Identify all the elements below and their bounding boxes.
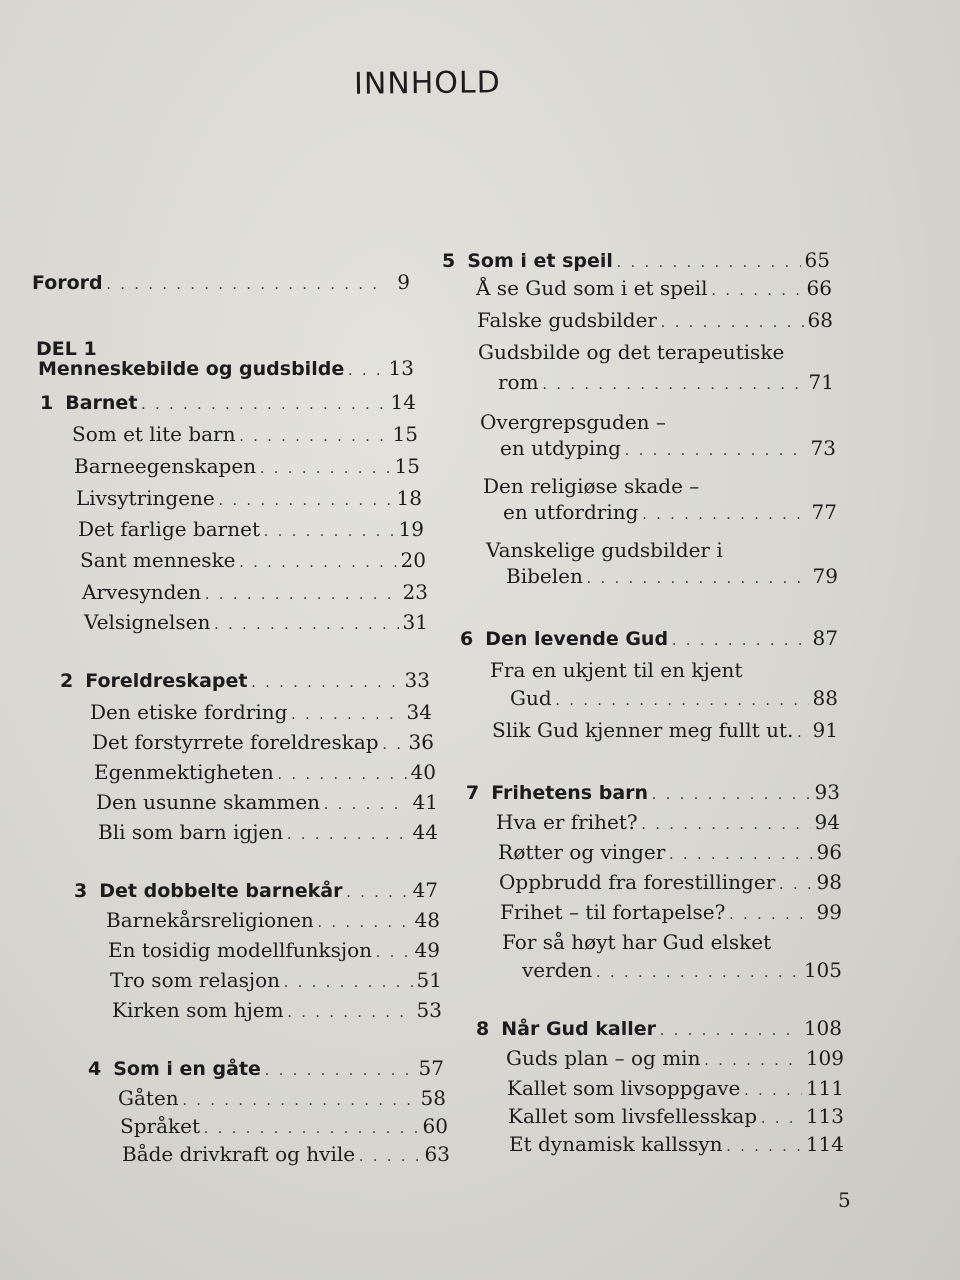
toc-entry-label: Språket — [120, 1114, 200, 1138]
toc-page-number: 93 — [814, 780, 840, 804]
toc-chapter-7[interactable] — [466, 780, 840, 804]
leader-dots — [383, 736, 405, 754]
toc-entry-label: Oppbrudd fra forestillinger — [499, 870, 776, 894]
toc-entry-part-title[interactable] — [38, 356, 414, 380]
toc-page-number: 53 — [416, 998, 442, 1022]
toc-page-number: 20 — [400, 548, 426, 572]
toc-section[interactable] — [477, 308, 833, 332]
toc-page-number: 49 — [414, 938, 440, 962]
toc-chapter-6[interactable] — [460, 626, 838, 650]
toc-page-number: 98 — [816, 870, 842, 894]
toc-page-number: 23 — [402, 580, 428, 604]
toc-page-number: 33 — [404, 668, 430, 692]
toc-entry-label: Hva er frihet? — [496, 810, 638, 834]
toc-page-number: 77 — [811, 500, 837, 524]
leader-dots — [797, 724, 808, 742]
chapter-number: 8 — [476, 1018, 490, 1040]
toc-page-number: 79 — [812, 564, 838, 588]
toc-entry-label: Kallet som livsfellesskap — [508, 1104, 758, 1128]
leader-dots — [642, 816, 811, 834]
toc-page-number: 40 — [410, 760, 436, 784]
toc-section[interactable] — [118, 1086, 446, 1110]
toc-entry-label: Slik Gud kjenner meg fullt ut. — [492, 718, 794, 742]
toc-page-number: 73 — [810, 436, 836, 460]
leader-dots — [652, 786, 811, 804]
toc-section[interactable] — [500, 900, 842, 924]
leader-dots — [278, 766, 407, 784]
toc-entry-label: Røtter og vinger — [498, 840, 666, 864]
toc-entry-label: Arvesynden — [82, 580, 202, 604]
toc-page-number: 113 — [805, 1104, 844, 1128]
toc-entry-label: Gåten — [118, 1086, 179, 1110]
toc-entry-label: Menneskebilde og gudsbilde — [38, 358, 345, 380]
leader-dots — [205, 586, 398, 604]
leader-dots — [287, 826, 408, 844]
toc-entry-label: Sant menneske — [80, 548, 236, 572]
toc-page-number: 88 — [812, 686, 838, 710]
toc-page-number: 63 — [424, 1142, 450, 1166]
toc-entry-label: Velsignelsen — [84, 610, 211, 634]
toc-page-number: 19 — [398, 517, 424, 541]
toc-section[interactable] — [500, 436, 836, 460]
toc-section-line: Den religiøse skade – — [483, 474, 700, 498]
toc-entry-label: Barnet — [65, 392, 138, 414]
toc-entry-label: Egenmektigheten — [94, 760, 274, 784]
toc-section[interactable] — [110, 968, 442, 992]
toc-page-number: 91 — [812, 718, 838, 742]
toc-page-number: 48 — [414, 908, 440, 932]
toc-entry-label: en utfordring — [503, 500, 639, 524]
leader-dots — [346, 884, 408, 902]
toc-entry-label: Barnekårsreligionen — [106, 908, 314, 932]
toc-entry-label: Foreldreskapet — [85, 670, 248, 692]
toc-section[interactable] — [522, 958, 842, 982]
leader-dots — [141, 396, 386, 414]
toc-section[interactable] — [90, 700, 432, 724]
toc-entry-label: Å se Gud som i et speil — [476, 276, 708, 300]
leader-dots — [107, 276, 382, 294]
toc-page-number: 109 — [805, 1046, 844, 1070]
toc-page-number: 111 — [805, 1076, 844, 1100]
toc-entry-label: En tosidig modellfunksjon — [108, 938, 373, 962]
toc-section[interactable] — [496, 810, 840, 834]
leader-dots — [376, 944, 411, 962]
toc-entry-label: Det forstyrrete foreldreskap — [92, 730, 379, 754]
leader-dots — [727, 1138, 802, 1156]
toc-section[interactable] — [78, 517, 424, 541]
toc-section[interactable] — [506, 564, 838, 588]
toc-page-number: 31 — [402, 610, 428, 634]
toc-section[interactable] — [72, 422, 418, 446]
leader-dots — [729, 906, 812, 924]
chapter-number: 6 — [460, 628, 474, 650]
toc-page-number: 57 — [418, 1056, 444, 1080]
leader-dots — [587, 570, 809, 588]
leader-dots — [240, 554, 397, 572]
toc-section-line: Gudsbilde og det terapeutiske — [478, 340, 785, 364]
toc-page-number: 87 — [812, 626, 838, 650]
leader-dots — [642, 506, 807, 524]
toc-entry-label: Frihet – til fortapelse? — [500, 900, 726, 924]
toc-entry-label: Som et lite barn — [72, 422, 236, 446]
toc-page-number: 36 — [408, 730, 434, 754]
leader-dots — [260, 460, 390, 478]
toc-page-number: 9 — [397, 270, 410, 294]
toc-section[interactable] — [507, 1076, 844, 1100]
toc-entry-label: Den levende Gud — [485, 628, 669, 650]
leader-dots — [265, 1062, 415, 1080]
leader-dots — [625, 442, 807, 460]
leader-dots — [359, 1148, 420, 1166]
toc-section[interactable] — [106, 908, 440, 932]
toc-page-number: 114 — [805, 1132, 844, 1156]
toc-entry-label: Den etiske fordring — [90, 700, 288, 724]
toc-section[interactable] — [92, 730, 434, 754]
leader-dots — [761, 1110, 802, 1128]
chapter-number: 7 — [466, 782, 480, 804]
toc-entry-label: verden — [522, 958, 593, 982]
leader-dots — [288, 1004, 413, 1022]
toc-section[interactable] — [503, 500, 837, 524]
leader-dots — [240, 428, 389, 446]
toc-entry-label: Som i en gåte — [113, 1058, 261, 1080]
page-number: 5 — [838, 1188, 851, 1212]
toc-entry-label: Barneegenskapen — [74, 454, 257, 478]
toc-entry-label: Når Gud kaller — [501, 1018, 657, 1040]
leader-dots — [214, 616, 398, 634]
toc-entry-label: Tro som relasjon — [110, 968, 281, 992]
leader-dots — [660, 1022, 800, 1040]
toc-section[interactable] — [120, 1114, 448, 1138]
toc-page-number: 60 — [422, 1114, 448, 1138]
toc-section[interactable] — [82, 580, 428, 604]
toc-entry-label: Den usunne skammen — [96, 790, 321, 814]
leader-dots — [672, 632, 808, 650]
toc-page-number: 15 — [394, 454, 420, 478]
toc-section[interactable] — [74, 454, 420, 478]
toc-section-line: For så høyt har Gud elsket — [502, 930, 772, 954]
toc-section[interactable] — [76, 486, 422, 510]
toc-page-number: 96 — [816, 840, 842, 864]
toc-entry-label: Livsytringene — [76, 486, 215, 510]
leader-dots — [596, 964, 800, 982]
toc-page-number: 15 — [392, 422, 418, 446]
toc-page-number: 58 — [420, 1086, 446, 1110]
toc-section[interactable] — [506, 1046, 844, 1070]
toc-section[interactable] — [498, 840, 842, 864]
toc-section-line: Overgrepsguden – — [480, 410, 666, 434]
toc-section[interactable] — [94, 760, 436, 784]
toc-section[interactable] — [508, 1104, 844, 1128]
toc-chapter-2[interactable] — [60, 668, 430, 692]
toc-section-line: Fra en ukjent til en kjent — [490, 658, 743, 682]
toc-section[interactable] — [476, 276, 832, 300]
toc-entry-forord[interactable] — [32, 270, 410, 294]
toc-page-number: 71 — [808, 370, 834, 394]
toc-entry-label: Det farlige barnet — [78, 517, 260, 541]
leader-dots — [264, 523, 395, 541]
leader-dots — [291, 706, 402, 724]
toc-section[interactable] — [80, 548, 426, 572]
chapter-number: 2 — [60, 670, 74, 692]
toc-section-line: Vanskelige gudsbilder i — [486, 538, 723, 562]
toc-section[interactable] — [112, 998, 442, 1022]
toc-section[interactable] — [98, 820, 438, 844]
toc-page-number: 99 — [816, 900, 842, 924]
toc-page-number: 51 — [416, 968, 442, 992]
toc-page-number: 68 — [807, 308, 833, 332]
toc-entry-label: en utdyping — [500, 436, 621, 460]
toc-section[interactable] — [509, 1132, 844, 1156]
leader-dots — [712, 282, 803, 300]
toc-section[interactable] — [122, 1142, 450, 1166]
toc-section[interactable] — [499, 870, 842, 894]
toc-section[interactable] — [498, 370, 834, 394]
toc-chapter-5[interactable] — [442, 248, 830, 272]
leader-dots — [704, 1052, 801, 1070]
toc-chapter-8[interactable] — [476, 1016, 842, 1040]
chapter-number: 5 — [442, 250, 456, 272]
toc-entry-label: Bibelen — [506, 564, 583, 588]
toc-entry-label: Det dobbelte barnekår — [99, 880, 343, 902]
leader-dots — [661, 314, 804, 332]
toc-section[interactable] — [510, 686, 838, 710]
toc-page-number: 65 — [804, 248, 830, 272]
toc-page-number: 108 — [803, 1016, 842, 1040]
toc-entry-label: rom — [498, 370, 539, 394]
toc-section[interactable] — [492, 718, 838, 742]
leader-dots — [779, 876, 812, 894]
leader-dots — [348, 362, 384, 380]
leader-dots — [318, 914, 411, 932]
chapter-number: 1 — [40, 392, 54, 414]
toc-page-number: 47 — [412, 878, 438, 902]
toc-entry-label: Kallet som livsoppgave — [507, 1076, 741, 1100]
leader-dots — [284, 974, 413, 992]
toc-entry-label: Et dynamisk kallssyn — [509, 1132, 723, 1156]
leader-dots — [219, 492, 393, 510]
toc-entry-label: Frihetens barn — [491, 782, 649, 804]
leader-dots — [204, 1120, 419, 1138]
toc-page-number: 105 — [803, 958, 842, 982]
toc-chapter-1[interactable] — [40, 390, 416, 414]
leader-dots — [251, 674, 400, 692]
page-title: INNHOLD — [353, 65, 501, 102]
toc-entry-label: Både drivkraft og hvile — [122, 1142, 356, 1166]
toc-entry-label: Som i et speil — [467, 250, 613, 272]
toc-entry-label: Forord — [32, 272, 103, 294]
toc-page-number: 44 — [412, 820, 438, 844]
leader-dots — [543, 376, 805, 394]
leader-dots — [324, 796, 409, 814]
toc-page-number: 18 — [396, 486, 422, 510]
toc-page-number: 14 — [390, 390, 416, 414]
chapter-number: 4 — [88, 1058, 102, 1080]
toc-section[interactable] — [84, 610, 428, 634]
leader-dots — [669, 846, 812, 864]
leader-dots — [183, 1092, 417, 1110]
toc-entry-label: Gud — [510, 686, 552, 710]
toc-chapter-3[interactable] — [74, 878, 438, 902]
toc-entry-label: Guds plan – og min — [506, 1046, 701, 1070]
part-label: DEL 1 — [36, 338, 97, 360]
toc-page-number: 34 — [406, 700, 432, 724]
leader-dots — [744, 1082, 801, 1100]
toc-entry-label: Kirken som hjem — [112, 998, 284, 1022]
toc-section[interactable] — [96, 790, 438, 814]
leader-dots — [617, 254, 801, 272]
leader-dots — [556, 692, 809, 710]
toc-entry-label: Falske gudsbilder — [477, 308, 657, 332]
toc-page-number: 94 — [814, 810, 840, 834]
chapter-number: 3 — [74, 880, 88, 902]
toc-page-number: 13 — [388, 356, 414, 380]
toc-page-number: 41 — [412, 790, 438, 814]
toc-section[interactable] — [108, 938, 440, 962]
toc-chapter-4[interactable] — [88, 1056, 444, 1080]
toc-entry-label: Bli som barn igjen — [98, 820, 284, 844]
toc-page-number: 66 — [806, 276, 832, 300]
